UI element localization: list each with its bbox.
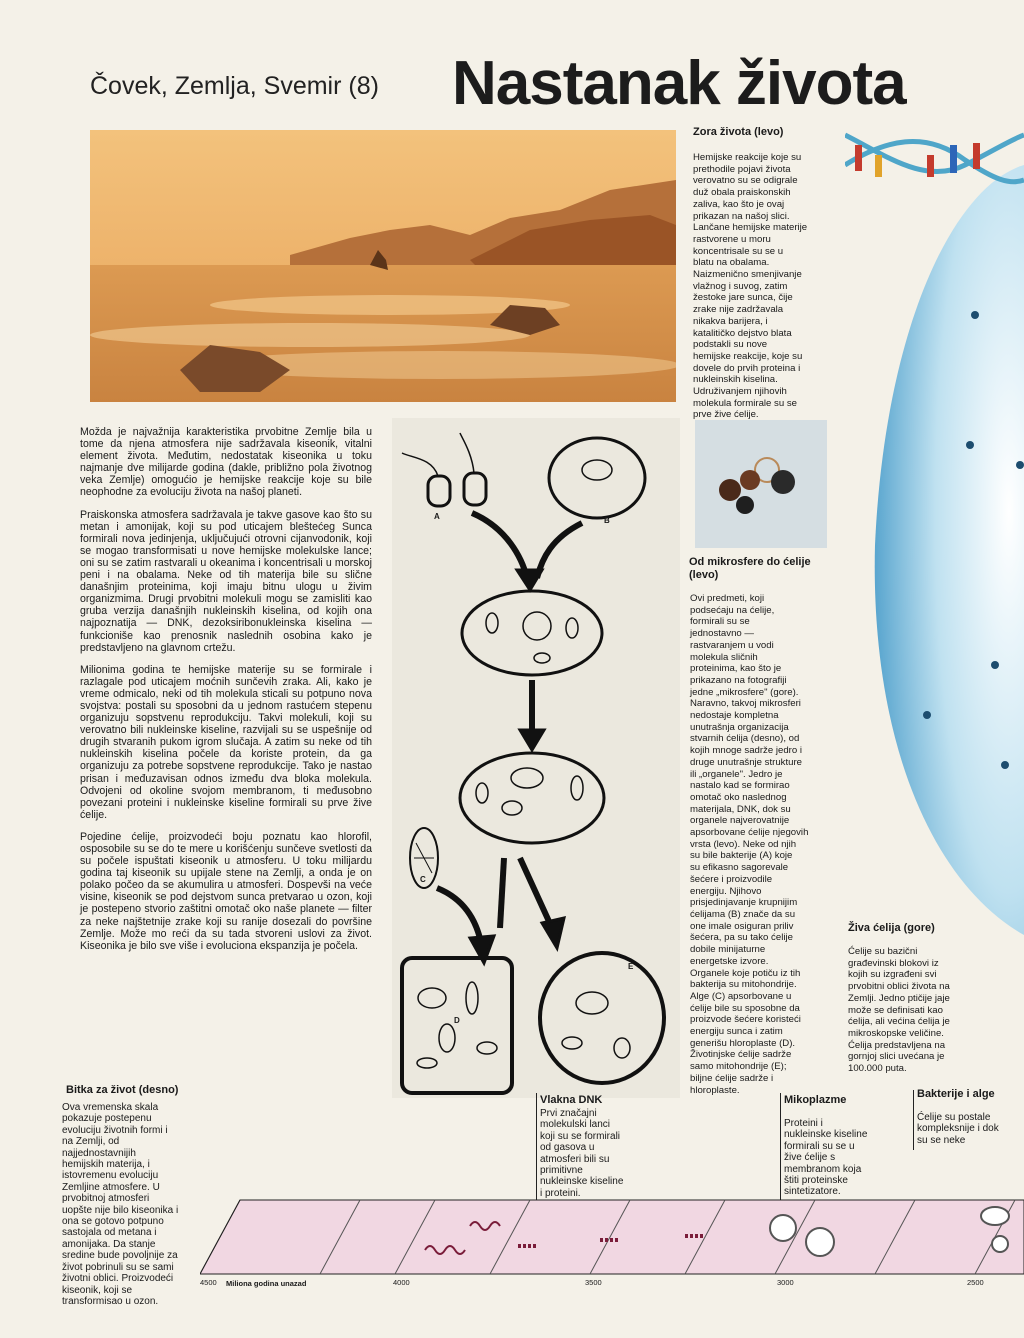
- bitka-text: [62, 1102, 202, 1307]
- mikoplazme-line: formirali su se u: [784, 1140, 855, 1152]
- zora-line: podstakli su nove: [693, 339, 768, 351]
- evolution-timeline: [200, 1198, 1024, 1278]
- bitka-line: uopšte nije bilo kiseonika i: [62, 1204, 179, 1216]
- main-title: Nastanak života: [452, 49, 906, 118]
- ziva-line: građevinski blokovi iz: [848, 957, 939, 969]
- primordial-shore-painting: [90, 130, 676, 402]
- ziva-line: Zemlji. Jedno ptičije jaje: [848, 992, 950, 1004]
- ziva-line: ćelija, ali većina ćelija je: [848, 1016, 950, 1028]
- bakterije-pointer-line: [913, 1090, 914, 1150]
- zora-text: [693, 152, 838, 421]
- mikrosfere-line: samo mitohondrije (E);: [690, 1061, 787, 1073]
- label-c: C: [420, 875, 426, 884]
- vlakna-line: atmosferi bili su: [540, 1153, 610, 1165]
- mikrosfere-line: apsorbovane ćelije njegovih: [690, 827, 809, 839]
- zora-line: zaliva, kao što je ovaj: [693, 198, 785, 210]
- mikrosfere-line: su efikasno sagorevale: [690, 862, 789, 874]
- bitka-line: ona se gotovo potpuno: [62, 1216, 164, 1228]
- mikrosfere-line: one imale osiguran priliv: [690, 920, 794, 932]
- zora-line: prethodile pojavi života: [693, 163, 791, 175]
- zora-heading: Zora života (levo): [693, 126, 784, 138]
- tick-3500: 3500: [585, 1278, 602, 1287]
- vlakna-line: koji su se formirali: [540, 1130, 621, 1142]
- vlakna-line: i proteini.: [540, 1187, 581, 1199]
- mikoplazme-line: štiti proteinske: [784, 1175, 848, 1187]
- mikrosfere-line: ćelije bile su sposobne da: [690, 1002, 800, 1014]
- mikrosfere-line: Alge (C) apsorbovane u: [690, 990, 792, 1002]
- body-paragraph-4: Pojedine ćelije, proizvodeći boju poznatu kao hlorofil, osposobile su se do te mere u korišćenju sunčeve svetlosti da su počele ispuštati kiseonik u atmosferu. U toku milijardu godina taj kiseonik su upijale stene na Zemlji, a onda je on polako počeo da se akumulira u atmosferi. Dospevši na veće visine, kiseonik se pod dejstvom sunca pretvarao u ozon, koji je postepeno stvorio zaštitni omotač oko naše planete — filter za neke najštetnije zrake koji su ranije dosezali do površine Zemlje. Može mo reći da su tada stvoreni uslovi za život. Kiseonika je bilo sve više i evoluciona ekspanzija je počela.: [80, 830, 372, 952]
- bacterium-a-shape: [428, 476, 450, 506]
- vlakna-line: nukleinske kiseline: [540, 1176, 624, 1188]
- mikrosfere-line: energiju. Njihovo: [690, 885, 762, 897]
- mikrosfere-line: formirali su se: [690, 616, 750, 628]
- mikrosfere-line: materijala, DNK, dok su: [690, 803, 791, 815]
- merged-cell-shape: [462, 591, 602, 675]
- mikrosfere-line: proizvode šećere koristeći: [690, 1014, 801, 1026]
- cell-b-shape: [549, 438, 645, 518]
- cell-evolution-diagram: [392, 418, 680, 1098]
- mikrosfere-line: druge unutrašnje strukture: [690, 756, 802, 768]
- ziva-line: može se definisati kao: [848, 1004, 943, 1016]
- bitka-line: Ova vremenska skala: [62, 1102, 159, 1113]
- zora-line: duž obala praiskonskih: [693, 187, 791, 199]
- vlakna-line: primitivne: [540, 1165, 583, 1177]
- mikrosfere-heading-2: (levo): [689, 569, 719, 581]
- mikrosfere-line: prisjedinjavanje krupnijim: [690, 897, 798, 909]
- bitka-line: životni oblici. Proizvodeći: [62, 1273, 174, 1285]
- microsphere-photo: [695, 420, 827, 548]
- mikrosfere-line: rastvaranjem u vodi: [690, 639, 774, 651]
- label-d: D: [454, 1016, 460, 1025]
- body-paragraph-2: Praiskonska atmosfera sadržavala je takve gasove kao što su metan i amonijak, koji su pod uticajem bleštećeg Sunca formirali nova jedinjenja, uključujući otrovni cijanvodonik, koji se mogao transformisati u nove hemijske molekulske lance; oni su se zatim rastvarali u okeanima i koncentrisali u morskoj peni i na obalama. Neke od tih materija bile su slične današnjim proteinima, koji imaju bitnu ulogu u živim organizmima. Drugi prvobitni molekuli mogu se zamisliti kao gruba verzija današnjih nukleinskih kiselina, od kojih ona najpoznatija — DNK, dezoksiribonukleinska kiselina — funkcioniše kao prenosnik naslednih osobina kako je predstavljeno na glavnom crtežu.: [80, 508, 372, 654]
- zora-line: blatu na obalama.: [693, 257, 770, 269]
- zora-line: vlažnog i suvog, zatim: [693, 280, 788, 292]
- mikrosfere-line: biljne ćelije sadrže i: [690, 1072, 774, 1084]
- zora-line: nikakva barijera, i: [693, 315, 768, 327]
- body-paragraph-1: Možda je najvažnija karakteristika prvobitne Zemlje bila u tome da njena atmosfera nije sadržavala kiseonik, vitalni element života. Međutim, nedostatak kiseonika u toku najmanje dve milijarde godina (dakle, približno pola životnog veka Zemlje) omogućio je hemijske reakcije koje su bile neophodne za evoluciju života na našoj planeti.: [80, 426, 372, 499]
- bitka-line: kiseonik, koji se: [62, 1284, 133, 1296]
- mikoplazme-line: sintetizatore.: [784, 1186, 841, 1198]
- ziva-line: gornjoj slici uvećana je: [848, 1051, 945, 1063]
- mikrosfere-line: Naravno, takvoj mikrosferi: [690, 698, 801, 710]
- mikrosfere-line: proteinima, kao što je: [690, 663, 782, 675]
- plant-cell-d-shape: [402, 958, 512, 1093]
- label-a: A: [434, 512, 440, 521]
- ziva-line: kojih su izgrađeni svi: [848, 969, 937, 981]
- zora-line: prve žive ćelije.: [693, 409, 759, 421]
- zora-line: hemijske reakcije, koje su: [693, 350, 803, 362]
- mikrosfere-line: šećere i proizvodile: [690, 873, 773, 885]
- bitka-line: na Zemlji, od: [62, 1136, 120, 1148]
- zora-line: rastvorene u moru: [693, 233, 771, 245]
- vlakna-text: [540, 1108, 660, 1199]
- mikoplazme-line: nukleinske kiseline: [784, 1129, 868, 1141]
- mikrosfere-line: Životinjske ćelije sadrže: [690, 1049, 792, 1061]
- zora-line: verovatno su se odigrale: [693, 175, 798, 187]
- zora-line: katalitičko dejstvo blata: [693, 327, 792, 339]
- mikrosfere-line: nastalo kad se formirao: [690, 780, 790, 792]
- mikrosfere-heading-1: Od mikrosfere do ćelije: [689, 556, 811, 568]
- bitka-line: prvobitnoj atmosferi: [62, 1193, 150, 1205]
- bitka-line: transformisao u ozon.: [62, 1295, 159, 1307]
- mikrosfere-line: jednostavno —: [690, 628, 754, 640]
- mikrosfere-line: molekula sličnih: [690, 651, 758, 663]
- timeline-axis-label: Miliona godina unazad: [226, 1279, 307, 1288]
- vlakna-line: Prvi značajni: [540, 1108, 597, 1119]
- zora-line: Hemijske reakcije koje su: [693, 152, 802, 163]
- bitka-line: najjednostavnijih: [62, 1147, 136, 1159]
- bitka-line: evoluciju životnih formi i: [62, 1124, 168, 1136]
- mikrosfere-line: stvarnih ćelija (desno), od: [690, 733, 800, 745]
- mikrosfere-line: energetske izvore.: [690, 955, 769, 967]
- bitka-line: hemijskih materija, i: [62, 1159, 150, 1171]
- mikrosfere-line: omotač oko naslednog: [690, 791, 787, 803]
- zora-line: žestoke jare sunca, čije: [693, 292, 793, 304]
- series-title: Čovek, Zemlja, Svemir (8): [90, 72, 379, 100]
- tick-3000: 3000: [777, 1278, 794, 1287]
- ziva-celija-text: [848, 946, 998, 1075]
- mikrosfere-line: jedne „mikrosfere" (gore).: [690, 686, 799, 698]
- zora-line: zrake nije zadržavala: [693, 304, 784, 316]
- mikrosfere-line: prikazano na fotografiji: [690, 674, 787, 686]
- ziva-line: Ćelija predstavljena na: [848, 1039, 946, 1051]
- mikrosfere-line: ili „organele". Jedro je: [690, 768, 783, 780]
- zora-line: Naizmenično smenjivanje: [693, 269, 802, 281]
- vlakna-line: od gasova u: [540, 1142, 595, 1154]
- mikrosfere-line: bakterija su mitohondrije.: [690, 979, 797, 991]
- mikrosfere-line: generišu hloroplaste (D).: [690, 1037, 796, 1049]
- mikrosfere-line: šećera, pa su tako ćelije: [690, 932, 793, 944]
- bitka-line: sastojala od metana i: [62, 1227, 157, 1239]
- bakterije-line: su se neke: [917, 1134, 966, 1146]
- bakterije-text: [917, 1112, 1022, 1146]
- mikrosfere-line: dobile minijaturne: [690, 944, 766, 956]
- mikrosfere-text: [690, 593, 838, 1096]
- zora-line: prikazan na našoj slici.: [693, 210, 790, 222]
- mikoplazme-line: Proteini i: [784, 1118, 823, 1129]
- bitka-line: pokazuje postepenu: [62, 1113, 152, 1125]
- mikrosfere-line: hloroplaste.: [690, 1084, 740, 1096]
- mikrosfere-line: unutrašnja organizacija: [690, 721, 789, 733]
- mikrosfere-line: Ovi predmeti, koji: [690, 593, 765, 604]
- ziva-line: 100.000 puta.: [848, 1063, 907, 1075]
- zora-line: Udruživanjem njihovih: [693, 386, 787, 398]
- zora-line: nukleinskih kiselina.: [693, 374, 778, 386]
- mikrosfere-line: su bile bakterije (A) koje: [690, 850, 793, 862]
- mikoplazme-text: [784, 1118, 894, 1198]
- mikoplazme-line: membranom koja: [784, 1163, 862, 1175]
- bitka-line: istovremenu evoluciju: [62, 1170, 159, 1182]
- mikrosfere-line: organele najverovatnije: [690, 815, 790, 827]
- mikoplazme-line: žive ćelije s: [784, 1152, 836, 1164]
- ziva-line: mikroskopske veličine.: [848, 1027, 944, 1039]
- bakterije-line: kompleksnije i dok: [917, 1123, 999, 1135]
- mikrosfere-line: ćelijama (B) znače da su: [690, 908, 796, 920]
- nucleated-cell-shape: [460, 753, 604, 843]
- mikrosfere-line: podsećaju na ćelije,: [690, 604, 775, 616]
- ziva-line: Ćelije su bazični: [848, 946, 918, 957]
- bitka-heading: Bitka za život (desno): [66, 1084, 179, 1096]
- vlakna-heading: Vlakna DNK: [540, 1094, 603, 1106]
- zora-line: koncentrisale su se u: [693, 245, 784, 257]
- label-e: E: [628, 962, 634, 971]
- bitka-line: sredine bude povoljnije za: [62, 1250, 178, 1262]
- animal-cell-e-shape: [540, 953, 664, 1083]
- label-b: B: [604, 516, 610, 525]
- bakterije-line: Ćelije su postale: [917, 1112, 991, 1123]
- article-body: [80, 426, 372, 962]
- zora-line: dovele do prvih proteina i: [693, 362, 801, 374]
- vlakna-line: molekulski lanci: [540, 1119, 611, 1131]
- tick-4500: 4500: [200, 1278, 217, 1287]
- bitka-line: život pobrinuli su se sami: [62, 1261, 174, 1273]
- bitka-line: amonijaka. Da stanje: [62, 1238, 156, 1250]
- bakterije-heading: Bakterije i alge: [917, 1088, 995, 1100]
- body-paragraph-3: Milionima godina te hemijske materije su se formirale i razlagale pod uticajem moćnih sunčevih zraka. Ali, kako je vreme odmicalo, neki od tih molekula sticali su potpuno nova svojstva: postali su sposobni da u jednom rastućem stepenu organizuju sopstvenu reprodukciju. Takvi molekuli, koji su verovatno bili nukleinske kiseline, razvijali su se uspešnije od drugih stvaranih pukom igrom slučaja. A zatim su neke od tih nukleinskih kiselina počele da koriste protein, da ga organizuju za potrebe sopstvene reprodukcije. Tako je nastao prisan i međuzavisan odnos između dva bloka molekula. Odvojeni od okoline svojom membranom, ti međusobno povezani proteini i nukleinske kiseline formirali su prve žive ćelije.: [80, 663, 372, 821]
- ziva-line: prvobitni oblici života na: [848, 981, 950, 993]
- zora-line: molekula formirale su se: [693, 397, 797, 409]
- ziva-celija-heading: Živa ćelija (gore): [848, 922, 935, 934]
- mikrosfere-line: nedostaje kompletna: [690, 710, 779, 722]
- mikrosfere-line: vrsta (levo). Neke od njih: [690, 838, 797, 850]
- mikrosfere-line: energiju sunca i zatim: [690, 1026, 783, 1038]
- bitka-line: Zemljine atmosfere. U: [62, 1181, 160, 1193]
- tick-4000: 4000: [393, 1278, 410, 1287]
- zora-line: Lančane hemijske materije: [693, 222, 808, 234]
- living-cell-illustration: [845, 125, 1024, 1045]
- mikoplazme-heading: Mikoplazme: [784, 1094, 847, 1106]
- tick-2500: 2500: [967, 1278, 984, 1287]
- mikrosfere-line: kojih mnoge sadrže jedro i: [690, 745, 802, 757]
- mikrosfere-line: Organele koje potiču iz tih: [690, 967, 801, 979]
